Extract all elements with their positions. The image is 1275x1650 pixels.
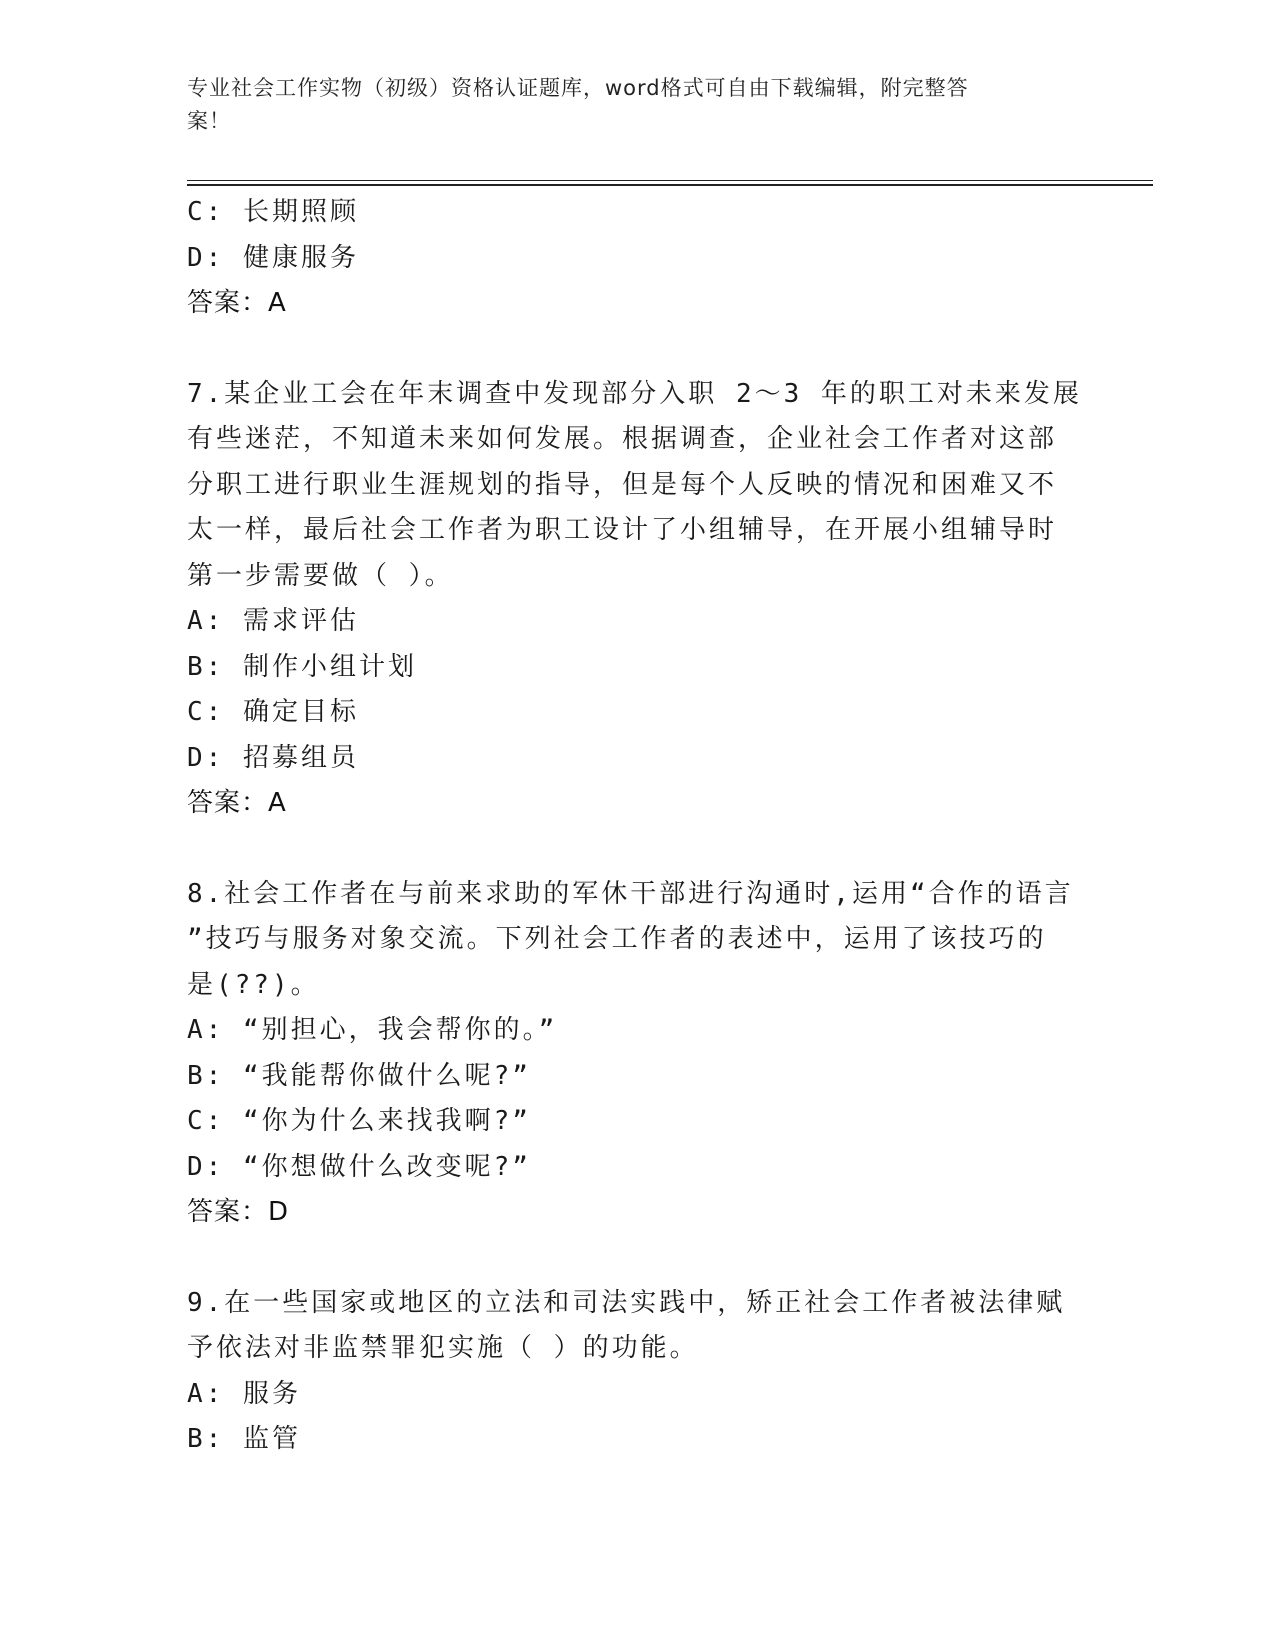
option-c: C: “你为什么来找我啊?” [187, 1106, 531, 1136]
question-6-tail [187, 190, 1067, 327]
question-text-line: 是(??)。 [187, 969, 320, 1000]
header-line-2: 案！ [187, 109, 231, 133]
option-c: C: 确定目标 [187, 697, 359, 727]
option-d: D: 健康服务 [187, 242, 359, 273]
question-9 [187, 1281, 1067, 1463]
question-list [187, 190, 1082, 1463]
question-text-line: ”技巧与服务对象交流。下列社会工作者的表述中，运用了该技巧的 [187, 924, 1047, 954]
question-7 [187, 372, 1082, 827]
question-text-line: 9.在一些国家或地区的立法和司法实践中，矫正社会工作者被法律赋 [187, 1287, 1066, 1318]
spacer [187, 827, 1067, 872]
question-text-line: 予依法对非监禁罪犯实施（ ）的功能。 [187, 1333, 699, 1363]
option-a: A: 服务 [187, 1378, 301, 1409]
answer-line: 答案：A [187, 288, 287, 318]
answer-line: 答案：D [187, 1197, 290, 1227]
option-b: B: 制作小组计划 [187, 651, 417, 682]
header-line-1: 专业社会工作实物（初级）资格认证题库，word格式可自由下载编辑，附完整答 [187, 76, 969, 100]
page-header [187, 72, 1067, 138]
question-text-line: 7.某企业工会在年末调查中发现部分入职 2～3 年的职工对未来发展 [187, 378, 1082, 409]
question-text-line: 8.社会工作者在与前来求助的军休干部进行沟通时,运用“合作的语言 [187, 878, 1074, 909]
option-a: A: 需求评估 [187, 606, 359, 636]
option-b: B: 监管 [187, 1424, 301, 1454]
option-a: A: “别担心，我会帮你的。” [187, 1015, 558, 1045]
option-d: D: “你想做什么改变呢?” [187, 1151, 531, 1182]
option-b: B: “我能帮你做什么呢?” [187, 1060, 531, 1091]
question-text-line: 分职工进行职业生涯规划的指导，但是每个人反映的情况和困难又不 [187, 469, 1058, 500]
question-text-line: 太一样，最后社会工作者为职工设计了小组辅导，在开展小组辅导时 [187, 515, 1058, 545]
spacer [187, 327, 1067, 372]
option-d: D: 招募组员 [187, 742, 359, 773]
header-divider-thick [187, 184, 1153, 186]
question-8 [187, 872, 1074, 1236]
answer-line: 答案：A [187, 788, 287, 818]
header-divider-thin [187, 180, 1153, 181]
question-text-line: 有些迷茫，不知道未来如何发展。根据调查，企业社会工作者对这部 [187, 424, 1058, 454]
question-text-line: 第一步需要做（ ）。 [187, 560, 454, 591]
spacer [187, 1236, 1067, 1281]
option-c: C: 长期照顾 [187, 197, 359, 227]
